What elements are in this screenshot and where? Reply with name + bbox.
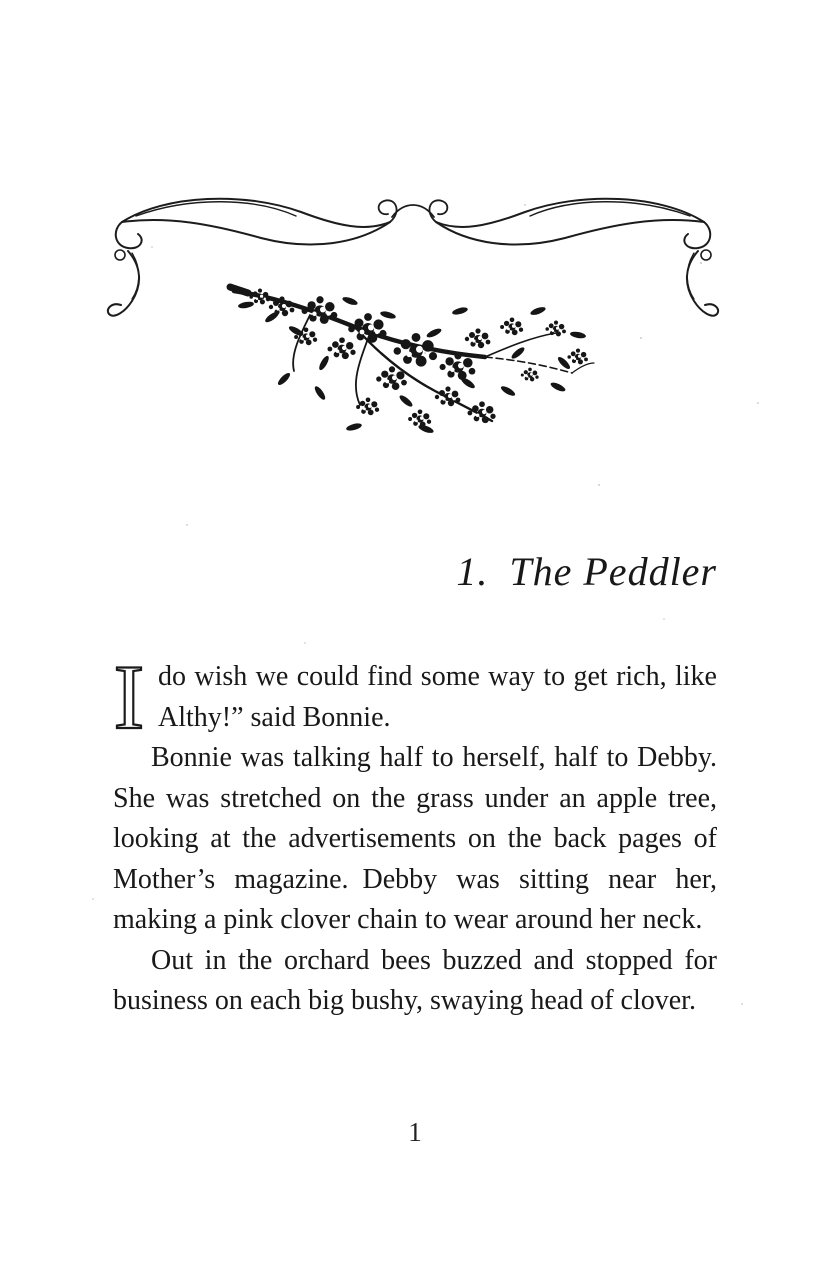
paragraph-3: Out in the orchard bees buzzed and stopped for business on each big bushy, swaying head of clover. <box>113 944 717 1016</box>
body-text <box>113 657 717 1022</box>
scan-noise-specks <box>0 0 2 2</box>
apple-blossom-branch-illustration <box>220 270 598 454</box>
chapter-title: 1. The Peddler <box>456 549 717 594</box>
drop-cap <box>113 666 145 730</box>
page-number: 1 <box>408 1117 422 1147</box>
drop-cap-letter: I <box>113 666 145 730</box>
paragraph-opening-text: do wish we could find some way to get rich, like Althy!” said Bonnie. <box>158 661 717 733</box>
paragraph-opening <box>113 657 717 738</box>
paragraph-2: Bonnie was talking half to herself, half to Debby. She was stretched on the grass under an apple tree, looking at the advertisements on the back pages of Mother’s magazine. Debby was sitting near her, making a pink clover chain to wear around her neck. <box>113 742 717 935</box>
